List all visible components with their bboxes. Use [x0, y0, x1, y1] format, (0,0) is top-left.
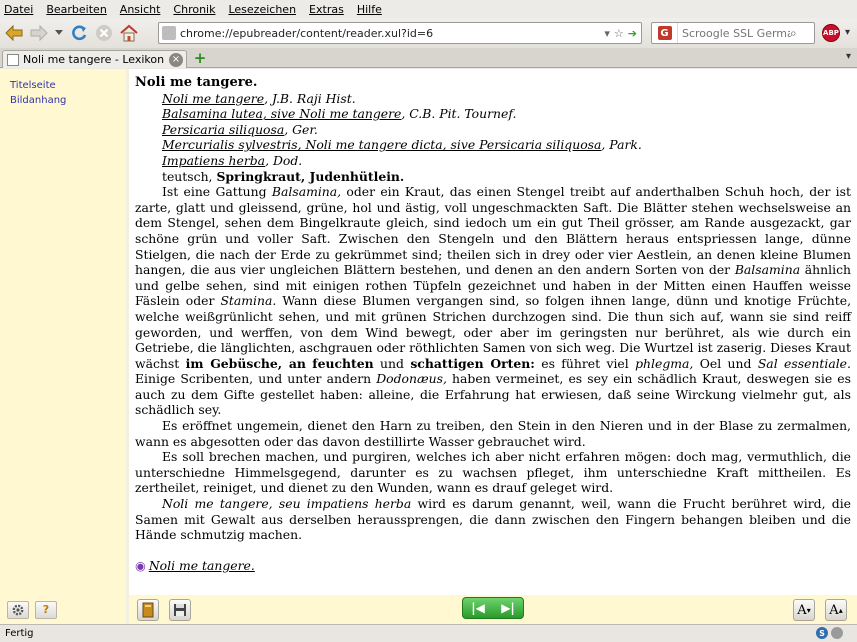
search-input[interactable]	[678, 27, 790, 40]
synonym-line	[135, 153, 851, 169]
menu-datei[interactable]: Datei	[4, 2, 34, 16]
status-s-icon[interactable]: S	[816, 627, 828, 639]
backlink-text[interactable]: Noli me tangere.	[148, 557, 255, 573]
epub-sidebar	[0, 69, 126, 624]
library-button[interactable]	[137, 599, 159, 621]
menu-ansicht[interactable]: Ansicht	[119, 2, 161, 16]
paragraph-effects: Es eröffnet ungemein, dienet den Harn zu treiben, den Stein in den Nieren und in der Blase zu zermalmen, wann es abgesotten oder das davon destillirte Wasser gebrauchet wird.	[135, 418, 851, 449]
stop-icon	[95, 24, 113, 42]
synonym-line	[135, 137, 851, 153]
help-button[interactable]	[35, 601, 57, 619]
menu-extras[interactable]: Extras	[309, 2, 344, 16]
sidebar-link-bildanhang[interactable]: Bildanhang	[10, 95, 67, 106]
reader-content	[129, 69, 857, 595]
previous-page-icon[interactable]: |◀	[471, 601, 485, 615]
german-name-line	[135, 169, 851, 185]
paragraph-naming: Noli me tangere, seu impatiens herba wird es darum genannt, weil, wann die Frucht berühret wird, die Samen mit Gewalt aus derselben heraussprengen, die dann zwischen den Fingern behangen bleiben und die Hände schmutzig machen.	[135, 496, 852, 543]
synonym-author: , Ger.	[284, 121, 318, 137]
font-larger-button[interactable]: A ▴	[825, 599, 847, 621]
home-icon	[119, 24, 139, 42]
font-smaller-icon: A	[797, 602, 807, 618]
font-smaller-button[interactable]: A ▾	[793, 599, 815, 621]
menu-bearbeiten[interactable]: Bearbeiten	[46, 2, 107, 16]
history-dropdown-button[interactable]	[53, 22, 65, 44]
sidebar-toolbar	[0, 595, 126, 624]
tab-page-icon	[7, 54, 19, 66]
book-icon	[141, 602, 155, 618]
synonym-name: Noli me tangere	[162, 90, 265, 106]
go-arrow-icon[interactable]: ➔	[627, 26, 637, 40]
page-navigation	[462, 597, 524, 619]
home-button[interactable]	[118, 22, 140, 44]
synonym-name: Persicaria siliquosa	[162, 121, 285, 137]
forward-button[interactable]	[28, 22, 50, 44]
url-history-dropdown-icon[interactable]: ▾	[604, 26, 610, 40]
url-bar[interactable]	[158, 22, 642, 44]
search-engine-selector[interactable]	[652, 23, 678, 43]
synonym-author: , Park.	[601, 137, 642, 153]
page-favicon-icon	[162, 26, 176, 40]
url-text: chrome://epubreader/content/reader.xul?id=6	[180, 26, 434, 40]
synonym-name: Mercurialis sylvestris, Noli me tangere dicta, sive Persicaria siliquosa	[162, 137, 602, 153]
article	[135, 75, 851, 573]
status-text: Fertig	[5, 628, 34, 639]
menu-lesezeichen[interactable]: Lesezeichen	[228, 2, 297, 16]
status-circle-icon[interactable]	[831, 627, 843, 639]
settings-button[interactable]	[7, 601, 29, 619]
back-button[interactable]	[3, 22, 25, 44]
stop-button[interactable]	[93, 22, 115, 44]
german-prefix: teutsch,	[162, 168, 217, 184]
menu-hilfe[interactable]: Hilfe	[356, 2, 382, 16]
synonym-name: Balsamina lutea, sive Noli me tangere	[162, 106, 402, 122]
paragraph-purging: Es soll brechen machen, und purgiren, welches ich aber nicht erfahren mögen: doch mag, vermuthlich, die unterschiedne Himmelsgegend, darunter es zu wachsen pfleget, ihm unterschiedne Kraft mittheilen. Es zertheilet, reiniget, und dienet zu den Wunden, wann es drauf geleget wird.	[135, 449, 851, 496]
bookmark-star-icon[interactable]: ☆	[613, 26, 624, 40]
adblock-plus-icon[interactable]: ABP	[822, 24, 840, 42]
back-arrow-icon	[4, 24, 24, 42]
reload-icon	[70, 24, 88, 42]
navigation-toolbar	[0, 18, 857, 48]
tab-bar	[0, 48, 857, 68]
backlink[interactable]	[135, 558, 851, 574]
sidebar-link-titelseite[interactable]: Titelseite	[10, 80, 56, 91]
reader-toolbar	[129, 595, 857, 624]
tab-list-chevron-icon[interactable]: ▾	[845, 51, 851, 62]
backlink-bullet-icon: ◉	[135, 557, 146, 573]
synonym-line	[135, 91, 851, 107]
tab-title: Noli me tangere - Lexikon	[23, 53, 165, 66]
tab-close-icon[interactable]: ×	[169, 53, 183, 67]
synonym-author: , J.B. Raji Hist.	[264, 90, 356, 106]
gear-icon	[11, 603, 25, 617]
german-name: Springkraut, Judenhütlein.	[216, 168, 405, 184]
forward-arrow-icon	[29, 24, 49, 42]
save-button[interactable]	[169, 599, 191, 621]
chevron-down-icon	[55, 30, 63, 36]
synonym-author: , C.B. Pit. Tournef.	[401, 106, 517, 122]
help-question-icon: ?	[42, 603, 50, 616]
synonym-line	[135, 122, 851, 138]
font-larger-icon: A	[829, 602, 839, 618]
floppy-disk-icon	[173, 603, 187, 617]
synonym-line	[135, 106, 851, 122]
synonym-author: , Dod.	[265, 152, 303, 168]
magnifier-icon[interactable]: ⌕	[790, 25, 797, 40]
next-page-icon[interactable]: ▶|	[501, 601, 515, 615]
search-engine-icon: G	[658, 26, 672, 40]
new-tab-plus-icon[interactable]: +	[193, 49, 207, 67]
synonym-name: Impatiens herba	[162, 152, 266, 168]
search-box[interactable]	[651, 22, 815, 44]
paragraph-description: Ist eine Gattung Balsamina, oder ein Kraut, das einen Stengel treibt auf anderthalben Schuh hoch, der ist zarte, glatt und gleissend, grüne, hol und ästig, voll ungeschmackten Saft. Die Blätter stehen wechselsweise an dem Stengel, sehen dem Bingelkraute gleich, sind iedoch um ein gut Theil grösser, am Rande ausgezackt, gar schöne grün und voller Saft. Zwischen den Stengeln und den Blättern heraus entspriessen lange, dünne Stielgen, die nach der Erde zu gekrümmet sind; theilen sich in drey oder vier Aestlein, an denen kleine Blumen hangen, die aus vier ungleichen Blättern bestehen, und denen an den andern Sorten von der Balsamina ähnlich und gelbe sehen, sind mit einigen rothen Tüpfeln gezeichnet und haben in der Mitten einen Hauffen weisse Fäslein oder Stamina. Wann diese Blumen vergangen sind, so folgen ihnen lange, dünn und knotige Früchte, welche weißgrünlicht sehen, und mit grünen Strichen durchzogen sind. Die thun sich auf, wann sie sind reiff geworden, und werffen, von dem Wind bewegt, oder aber im geringsten nur berühret, als wie durch ein Getriebe, die länglichten, aschgrauen oder röthlichten Samen von sich weg. Die Wurtzel ist zaserig. Dieses Kraut wächst im Gebüsche, an feuchten und schattigen Orten: es führet viel phlegma, Oel und Sal essentiale. Einige Scribenten, und unter andern Dodonæus, haben vermeinet, es sey ein schädlich Kraut, deswegen sie es auch zu dem Gifte gestellet haben: alleine, die Erfahrung hat erwiesen, daß seine Wirckung vielmehr gut, als schädlich sey.	[135, 184, 852, 418]
toolbar-overflow-chevron-icon[interactable]: ▾	[845, 27, 851, 38]
tab-noli-me-tangere[interactable]	[2, 50, 187, 68]
menu-chronik[interactable]: Chronik	[173, 2, 216, 16]
menu-bar	[0, 0, 857, 18]
article-title: Noli me tangere.	[135, 75, 258, 90]
reload-button[interactable]	[68, 22, 90, 44]
status-bar	[0, 624, 857, 642]
